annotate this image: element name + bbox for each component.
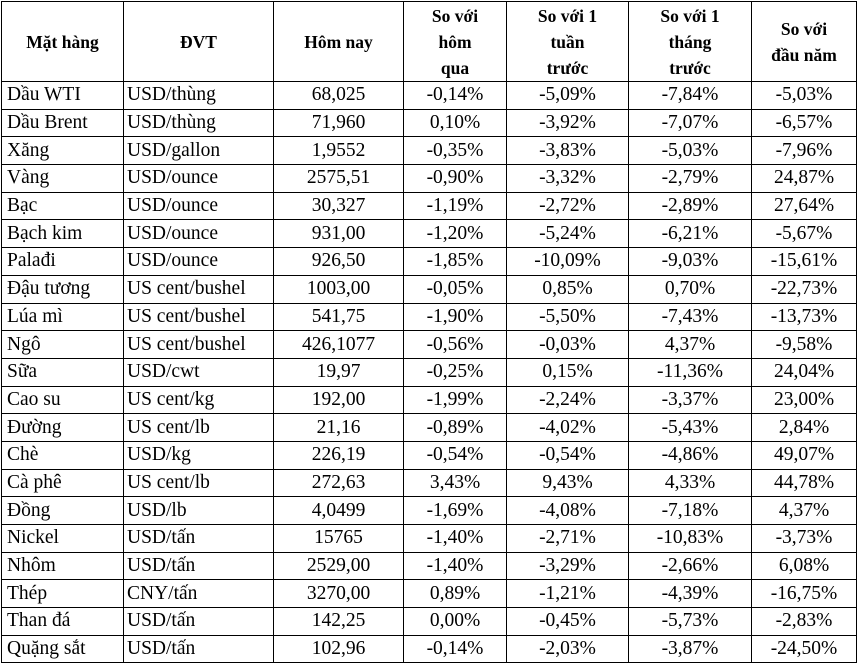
item-unit: USD/thùng <box>124 109 274 137</box>
table-row <box>2 331 857 359</box>
change-vs-month: -11,36% <box>629 358 752 386</box>
item-unit: US cent/kg <box>124 386 274 414</box>
change-vs-ytd: 4,37% <box>752 497 857 525</box>
change-vs-week: -2,24% <box>507 386 629 414</box>
change-vs-yesterday: -0,90% <box>404 165 507 193</box>
header-item <box>2 2 124 82</box>
item-unit: US cent/bushel <box>124 275 274 303</box>
change-vs-week: -0,45% <box>507 608 629 636</box>
change-vs-month: -10,83% <box>629 525 752 553</box>
item-name: Thép <box>2 580 124 608</box>
item-unit: USD/thùng <box>124 82 274 110</box>
item-name: Đậu tương <box>2 275 124 303</box>
change-vs-ytd: -2,83% <box>752 608 857 636</box>
price-today: 926,50 <box>274 248 404 276</box>
item-unit: USD/ounce <box>124 165 274 193</box>
item-name: Cao su <box>2 386 124 414</box>
item-unit: USD/kg <box>124 441 274 469</box>
item-name: Palađi <box>2 248 124 276</box>
item-unit: USD/ounce <box>124 248 274 276</box>
price-today: 4,0499 <box>274 497 404 525</box>
table-row <box>2 358 857 386</box>
change-vs-week: -5,50% <box>507 303 629 331</box>
table-row <box>2 82 857 110</box>
item-name: Chè <box>2 441 124 469</box>
header-line: tuần <box>550 31 585 52</box>
table-row <box>2 303 857 331</box>
change-vs-ytd: -9,58% <box>752 331 857 359</box>
change-vs-ytd: 44,78% <box>752 469 857 497</box>
change-vs-week: -4,02% <box>507 414 629 442</box>
change-vs-ytd: 49,07% <box>752 441 857 469</box>
header-unit <box>124 2 274 82</box>
change-vs-ytd: 2,84% <box>752 414 857 442</box>
header-today-label: Hôm nay <box>304 31 373 52</box>
price-today: 3270,00 <box>274 580 404 608</box>
table-row <box>2 386 857 414</box>
change-vs-week: -5,09% <box>507 82 629 110</box>
change-vs-ytd: 24,04% <box>752 358 857 386</box>
item-unit: US cent/lb <box>124 414 274 442</box>
change-vs-month: -2,89% <box>629 192 752 220</box>
change-vs-month: -3,37% <box>629 386 752 414</box>
item-name: Bạc <box>2 192 124 220</box>
item-name: Sữa <box>2 358 124 386</box>
item-name: Vàng <box>2 165 124 193</box>
table-row <box>2 109 857 137</box>
change-vs-week: 0,85% <box>507 275 629 303</box>
item-unit: US cent/bushel <box>124 303 274 331</box>
price-today: 30,327 <box>274 192 404 220</box>
table-row <box>2 469 857 497</box>
change-vs-month: -4,39% <box>629 580 752 608</box>
change-vs-ytd: -6,57% <box>752 109 857 137</box>
change-vs-yesterday: -1,40% <box>404 525 507 553</box>
table-row <box>2 192 857 220</box>
item-name: Nhôm <box>2 552 124 580</box>
change-vs-yesterday: -0,89% <box>404 414 507 442</box>
change-vs-week: -3,92% <box>507 109 629 137</box>
header-line: So với <box>431 5 479 26</box>
change-vs-month: -7,43% <box>629 303 752 331</box>
change-vs-yesterday: -1,90% <box>404 303 507 331</box>
price-today: 71,960 <box>274 109 404 137</box>
change-vs-yesterday: -0,56% <box>404 331 507 359</box>
price-today: 226,19 <box>274 441 404 469</box>
header-item-label: Mặt hàng <box>26 31 99 52</box>
change-vs-month: -5,43% <box>629 414 752 442</box>
change-vs-yesterday: 0,00% <box>404 608 507 636</box>
header-vs-month <box>629 2 752 82</box>
change-vs-yesterday: -1,40% <box>404 552 507 580</box>
header-line: trước <box>546 57 589 78</box>
change-vs-week: -2,71% <box>507 525 629 553</box>
price-today: 2575,51 <box>274 165 404 193</box>
header-line: trước <box>669 57 711 78</box>
table-row <box>2 137 857 165</box>
change-vs-month: 4,37% <box>629 331 752 359</box>
table-row <box>2 275 857 303</box>
header-line: qua <box>440 57 470 78</box>
change-vs-month: 0,70% <box>629 275 752 303</box>
table-row <box>2 497 857 525</box>
change-vs-yesterday: -0,14% <box>404 635 507 663</box>
item-name: Dầu Brent <box>2 109 124 137</box>
change-vs-week: -2,72% <box>507 192 629 220</box>
change-vs-ytd: 6,08% <box>752 552 857 580</box>
table-row <box>2 580 857 608</box>
change-vs-month: -4,86% <box>629 441 752 469</box>
change-vs-yesterday: -1,19% <box>404 192 507 220</box>
change-vs-yesterday: 0,89% <box>404 580 507 608</box>
change-vs-yesterday: -0,25% <box>404 358 507 386</box>
change-vs-ytd: 23,00% <box>752 386 857 414</box>
item-name: Quặng sắt <box>2 635 124 663</box>
change-vs-yesterday: -0,14% <box>404 82 507 110</box>
change-vs-week: -1,21% <box>507 580 629 608</box>
change-vs-week: 0,15% <box>507 358 629 386</box>
price-today: 19,97 <box>274 358 404 386</box>
change-vs-week: -5,24% <box>507 220 629 248</box>
header-line: đầu năm <box>771 44 837 65</box>
header-line: So với 1 <box>660 5 720 26</box>
change-vs-week: -0,03% <box>507 331 629 359</box>
table-row <box>2 248 857 276</box>
header-line: So với <box>780 18 828 39</box>
item-name: Đồng <box>2 497 124 525</box>
change-vs-yesterday: -1,69% <box>404 497 507 525</box>
item-unit: US cent/lb <box>124 469 274 497</box>
item-unit: US cent/bushel <box>124 331 274 359</box>
item-name: Cà phê <box>2 469 124 497</box>
item-name: Dầu WTI <box>2 82 124 110</box>
change-vs-ytd: -24,50% <box>752 635 857 663</box>
change-vs-month: -7,84% <box>629 82 752 110</box>
change-vs-month: -2,66% <box>629 552 752 580</box>
change-vs-month: -3,87% <box>629 635 752 663</box>
change-vs-ytd: -7,96% <box>752 137 857 165</box>
price-today: 68,025 <box>274 82 404 110</box>
item-unit: USD/tấn <box>124 635 274 663</box>
change-vs-yesterday: -0,54% <box>404 441 507 469</box>
price-today: 541,75 <box>274 303 404 331</box>
header-line: hôm <box>438 31 472 52</box>
change-vs-yesterday: -1,20% <box>404 220 507 248</box>
header-vs-week <box>507 2 629 82</box>
change-vs-month: -9,03% <box>629 248 752 276</box>
change-vs-ytd: -5,67% <box>752 220 857 248</box>
item-name: Ngô <box>2 331 124 359</box>
change-vs-week: -3,83% <box>507 137 629 165</box>
change-vs-ytd: -3,73% <box>752 525 857 553</box>
change-vs-month: 4,33% <box>629 469 752 497</box>
item-unit: USD/gallon <box>124 137 274 165</box>
change-vs-yesterday: -1,85% <box>404 248 507 276</box>
item-unit: USD/tấn <box>124 608 274 636</box>
header-row <box>2 2 857 82</box>
price-today: 2529,00 <box>274 552 404 580</box>
change-vs-yesterday: -0,35% <box>404 137 507 165</box>
price-today: 102,96 <box>274 635 404 663</box>
change-vs-week: -0,54% <box>507 441 629 469</box>
price-today: 15765 <box>274 525 404 553</box>
change-vs-month: -6,21% <box>629 220 752 248</box>
table-row <box>2 608 857 636</box>
change-vs-ytd: 27,64% <box>752 192 857 220</box>
item-name: Than đá <box>2 608 124 636</box>
table-row <box>2 220 857 248</box>
change-vs-week: -3,29% <box>507 552 629 580</box>
item-name: Bạch kim <box>2 220 124 248</box>
price-today: 931,00 <box>274 220 404 248</box>
change-vs-week: -2,03% <box>507 635 629 663</box>
item-name: Xăng <box>2 137 124 165</box>
item-unit: USD/tấn <box>124 525 274 553</box>
table-row <box>2 165 857 193</box>
change-vs-yesterday: -0,05% <box>404 275 507 303</box>
price-today: 272,63 <box>274 469 404 497</box>
change-vs-month: -2,79% <box>629 165 752 193</box>
header-today <box>274 2 404 82</box>
item-unit: USD/lb <box>124 497 274 525</box>
price-today: 192,00 <box>274 386 404 414</box>
item-unit: CNY/tấn <box>124 580 274 608</box>
item-name: Nickel <box>2 525 124 553</box>
change-vs-ytd: -13,73% <box>752 303 857 331</box>
change-vs-week: -3,32% <box>507 165 629 193</box>
header-vs-yesterday <box>404 2 507 82</box>
item-name: Lúa mì <box>2 303 124 331</box>
table-row <box>2 414 857 442</box>
item-unit: USD/cwt <box>124 358 274 386</box>
header-line: So với 1 <box>537 5 598 26</box>
change-vs-yesterday: 0,10% <box>404 109 507 137</box>
change-vs-week: -4,08% <box>507 497 629 525</box>
header-unit-label: ĐVT <box>180 31 217 52</box>
table-row <box>2 635 857 663</box>
price-today: 1,9552 <box>274 137 404 165</box>
change-vs-ytd: -15,61% <box>752 248 857 276</box>
table-row <box>2 552 857 580</box>
change-vs-ytd: -5,03% <box>752 82 857 110</box>
table-row <box>2 441 857 469</box>
change-vs-ytd: -22,73% <box>752 275 857 303</box>
change-vs-week: -10,09% <box>507 248 629 276</box>
change-vs-yesterday: 3,43% <box>404 469 507 497</box>
change-vs-ytd: 24,87% <box>752 165 857 193</box>
change-vs-ytd: -16,75% <box>752 580 857 608</box>
commodity-price-table <box>1 1 857 663</box>
header-vs-ytd <box>752 2 857 82</box>
change-vs-week: 9,43% <box>507 469 629 497</box>
table-row <box>2 525 857 553</box>
item-unit: USD/ounce <box>124 192 274 220</box>
price-today: 426,1077 <box>274 331 404 359</box>
price-today: 142,25 <box>274 608 404 636</box>
table-body <box>2 82 857 663</box>
price-today: 1003,00 <box>274 275 404 303</box>
change-vs-month: -5,03% <box>629 137 752 165</box>
change-vs-month: -7,07% <box>629 109 752 137</box>
item-name: Đường <box>2 414 124 442</box>
item-unit: USD/ounce <box>124 220 274 248</box>
price-today: 21,16 <box>274 414 404 442</box>
item-unit: USD/tấn <box>124 552 274 580</box>
change-vs-month: -7,18% <box>629 497 752 525</box>
header-line: tháng <box>668 31 712 52</box>
change-vs-month: -5,73% <box>629 608 752 636</box>
change-vs-yesterday: -1,99% <box>404 386 507 414</box>
